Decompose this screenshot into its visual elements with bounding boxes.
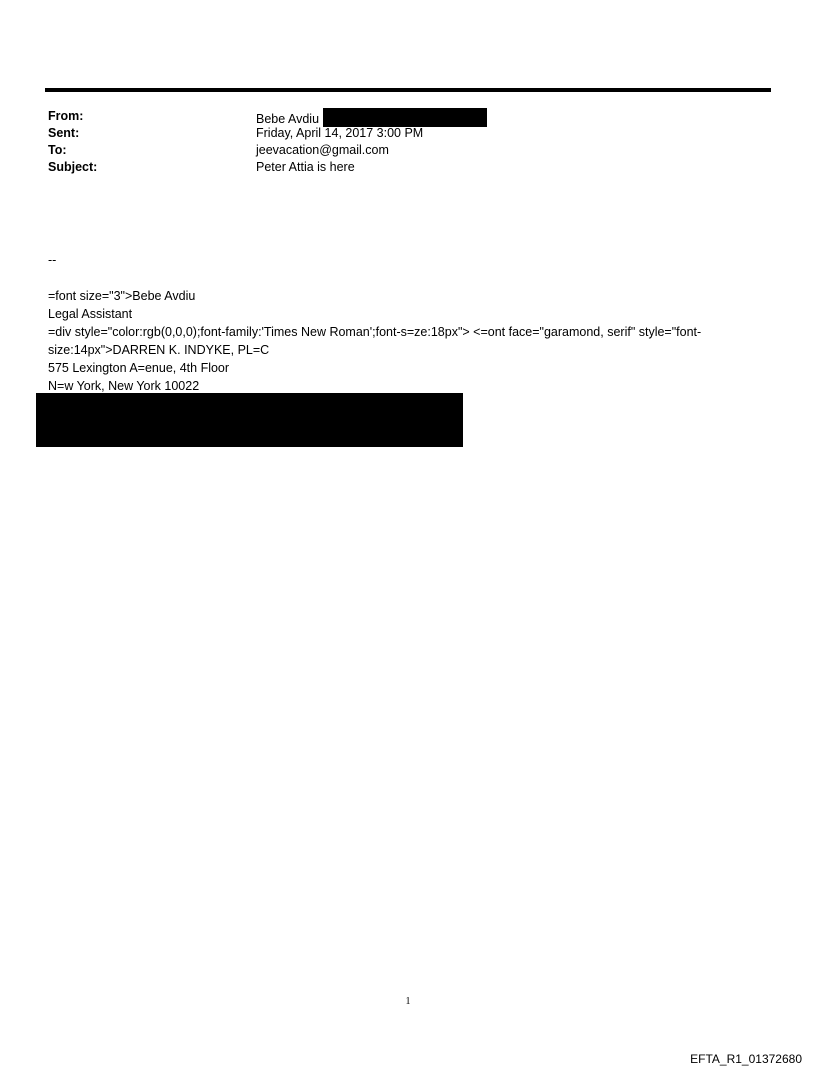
- from-row: [48, 108, 487, 125]
- sent-label: Sent:: [48, 126, 80, 140]
- signature-address-street: 575 Lexington A=enue, 4th Floor: [48, 361, 230, 375]
- redaction-block: [36, 393, 463, 447]
- signature-name: =font size="3">Bebe Avdiu: [48, 289, 196, 303]
- signature-address-city: N=w York, New York 10022: [48, 379, 200, 393]
- blank-line: [48, 269, 778, 287]
- from-label: From:: [48, 109, 84, 123]
- signature-title: Legal Assistant: [48, 307, 133, 321]
- page-number: 1: [405, 996, 411, 1007]
- from-value: [256, 108, 487, 125]
- to-row: [48, 142, 487, 159]
- email-body: [48, 251, 778, 395]
- subject-label: Subject:: [48, 160, 98, 174]
- from-name: Bebe Avdiu: [256, 112, 320, 126]
- subject-row: [48, 159, 487, 176]
- signature-separator: --: [48, 253, 57, 267]
- signature-firm: =div style="color:rgb(0,0,0);font-family:'Times New Roman';font-s=ze:18px"> <=ont face="garamond, serif" style="font-size:14px">DARREN K. INDYKE, PL=C: [48, 325, 702, 357]
- to-label: To:: [48, 143, 67, 157]
- header-rule: [45, 88, 771, 92]
- sent-value: Friday, April 14, 2017 3:00 PM: [256, 126, 424, 140]
- to-value: jeevacation@gmail.com: [256, 143, 389, 157]
- email-header: [48, 108, 487, 176]
- document-id: EFTA_R1_01372680: [690, 1052, 802, 1066]
- subject-value: Peter Attia is here: [256, 160, 355, 174]
- sent-row: [48, 125, 487, 142]
